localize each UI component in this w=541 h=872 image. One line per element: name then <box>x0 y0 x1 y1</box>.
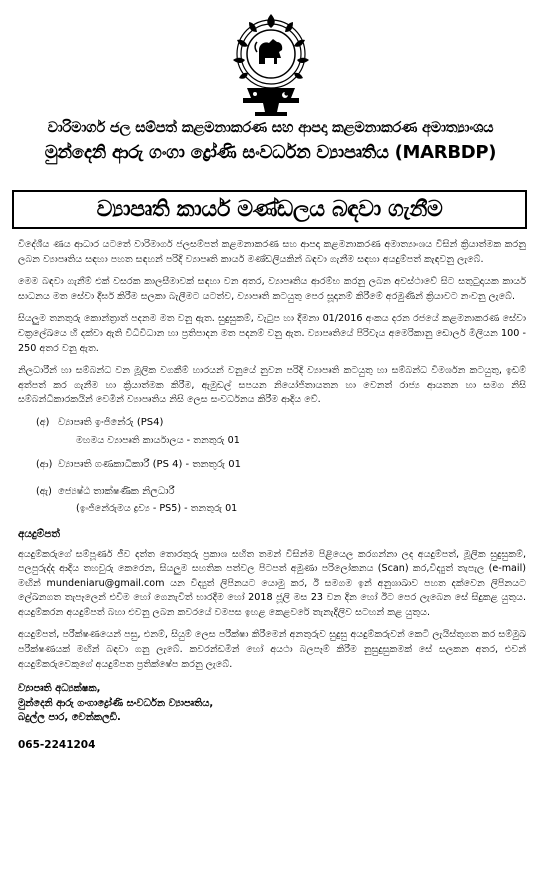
paragraph-duties: නිලධාරීන් හා සම්බන්ධ වන මූලික වගකීම් හාරයන් වනුයේ නුවන පරිදි ව්‍යාපෘති කටයුතු හා සම්බන්ධ විමර්ශන කටයුතු, ඉඩම් අත්පත් කර ගැනීම හා ක්‍රියාත්මක කිරීම, ඇමුඩල් සපයන නියෝජිතායතන හා වෙනත් රාජ්‍ය ආයතන හා සමග නිසි සම්බන්ධීකාරකයින් වෙමින් ව්‍යාපෘතිය නිසි ලෙස සංවර්ධනය කිරීම ආදිය වේ. <box>18 365 526 406</box>
paragraph-salary: සියලුම තනතුරු කොන්ත්‍රාත් පදනම මත වනු ඇත. සුදුසුකම්, වැටුප හා දීමනා 01/2016 අංකය දරන රජයේ කළමනාකරණ සේවා චක්‍රලේඛයෙ හි දක්වා ඇති විධිවිධාන හා ප්‍රතිපාදන මත පදනම් වනු ඇත. ව්‍යාපෘතියේ පිරිවැය අමෙරිකානු ඩොලර් මිලියන 100 - 250 අතර වනු ඇත. <box>18 313 526 354</box>
position-letter: (අ) <box>36 416 50 428</box>
address-line: මුන්දෙනි ආරු ගංගාද්‍රෝණි සංවර්ධන ව්‍යාපෘතිය, <box>18 697 214 709</box>
address-block <box>18 682 526 726</box>
paragraph-selection: අයදුම්පත්, පරීක්ෂණයෙන් පසු, එනම්, සියුම් ලෙස පරීක්ෂා කිරීමෙන් අනතුරුව සුදුසු අයදුම්කරුවන් කෙටි ලැයිස්තුගත කර සම්මුඛ පරීක්ෂණයක් මඟින් බඳවා ගනු ලැබේ. කවරන්ඩමින් හෝ අයථා බලපෑම් කිරීම නුසුදුසුකමක් සේ සලකන අතර, එවන් අයදුම්කරුවෙකුගේ අයදුම්පත ප්‍රතික්ෂේප කරනු ලැබේ. <box>18 629 526 670</box>
address-line: බදුල්ල පාර, වෙන්කලඩි. <box>18 712 121 724</box>
emblem-container <box>0 6 541 118</box>
phone-number: 065-2241204 <box>18 739 96 752</box>
position-title: ජ්‍යෙෂ්ඨ තාක්ෂණික නිලධාරී <box>58 485 175 497</box>
position-sub: (ඉංජිනේරුමය ද්‍රව්‍ය - PS5) - තනතුරු 01 <box>76 503 238 515</box>
position-letter: (ආ) <box>36 459 53 471</box>
advertisement-title: ව්‍යාපෘති කාර්ය මණ්ඩලය බඳවා ගැනීම <box>96 197 443 222</box>
ministry-name: වාරිමාර්ග ජල සම්පත් කළමනාකරණ සහ ආපදා කළමනාකරණ අමාත්‍යාංශය <box>47 120 494 136</box>
title-box <box>12 190 527 229</box>
position-sub: මහමය ව්‍යාපෘති කාර්යාලය - තනතුරු 01 <box>76 434 240 446</box>
position-item <box>18 458 526 473</box>
paragraph-duration: මෙම බඳවා ගැනීම් එක් වසරක කාලසීමාවක් සඳහා වන අතර, ව්‍යාපෘතිය ආරම්භ කරනු ලබන අවස්ථාවේ සිට සතුටුදායක කාර්ය සාධනය මත සේවා දීර්ඝ කිරීම සලකා බැලීමට යටත්ව, ව්‍යාපෘති කටයුතු පෙර සූදානම් කිරීමේ අරමුණින් ක්‍රියාවට නංවනු ලැබේ. <box>18 276 526 302</box>
body-content <box>18 238 526 753</box>
address-line: ව්‍යාපෘති අධ්‍යක්ෂක, <box>18 683 101 695</box>
position-title: ව්‍යාපෘති ඉංජිනේරු (PS4) <box>58 416 164 428</box>
position-item <box>18 416 526 431</box>
position-title: ව්‍යාපෘති ගණකාධිකාරී (PS 4) - තනතුරු 01 <box>58 459 241 471</box>
paragraph-application: අයදුම්කරුගේ සම්පූර්ණ ජීව දත්ත තොරතුරු ප්‍රකාශ සහිත තමන් විසින්ම පිළියෙල කරගන්නා ලද අයදුම්පත්, මූලික සුදුසුකම්, පලපුරුද්ද ආදිය තහවුරු කෙරෙන, සියලුම සහතික පත්වල පිටපත් අමුණා පරිලෝකනය (Scan) කර,විද්‍යුත් තැපැල (e-mail) මඟින් mundeniaru@gmail.com යන විද්‍යුත් ලිපිනයට යොමු කර, ඊ සමගම ඉන් අනුශාඛාව පහත දක්වෙන ලිපිනයට ලේඛනගත තැපෑලෙන් එවිම හෝ ගෙනැවිත් භාරදීම හෝ 2018 ජූලි මස 23 වන දින හෝ ඊට පෙර ලැබෙන සේ සිදුකළ යුතුය. අයදුම්කරන අයදුම්පත් බහා එවනු ලබන කවරයේ වමපස ඉහළ කෙළවරේ තැනැදිලිව සටහන් කළ යුතුය. <box>18 548 526 618</box>
paragraph-intro: විදේශීය ණය ආධාර යටතේ වාරිමාර්ග ජලසම්පත් කළමනාකරණ සහ ආපදා කළමනාකරණ අමාත්‍යාංශය විසින් ක්‍රියාත්මක කරනු ලබන ව්‍යාපෘතිය සඳහා පහත සඳහන් පරිදි ව්‍යාපෘති කාර්ය මණ්ඩලියකින් බඳවා ගැනීම සඳහා අයදුම්පත් කැඳවනු ලැබේ. <box>18 239 526 265</box>
applications-heading: අයදුම්පත් <box>18 527 60 540</box>
positions-list <box>18 416 526 517</box>
position-item <box>18 485 526 500</box>
sri-lanka-emblem-icon <box>219 6 323 118</box>
project-name: මුන්දෙනි ආරු ගංගා ද්‍රෝණි සංවර්ධන ව්‍යාපෘතිය (MARBDP) <box>44 142 497 163</box>
position-letter: (ඇ) <box>36 485 52 497</box>
